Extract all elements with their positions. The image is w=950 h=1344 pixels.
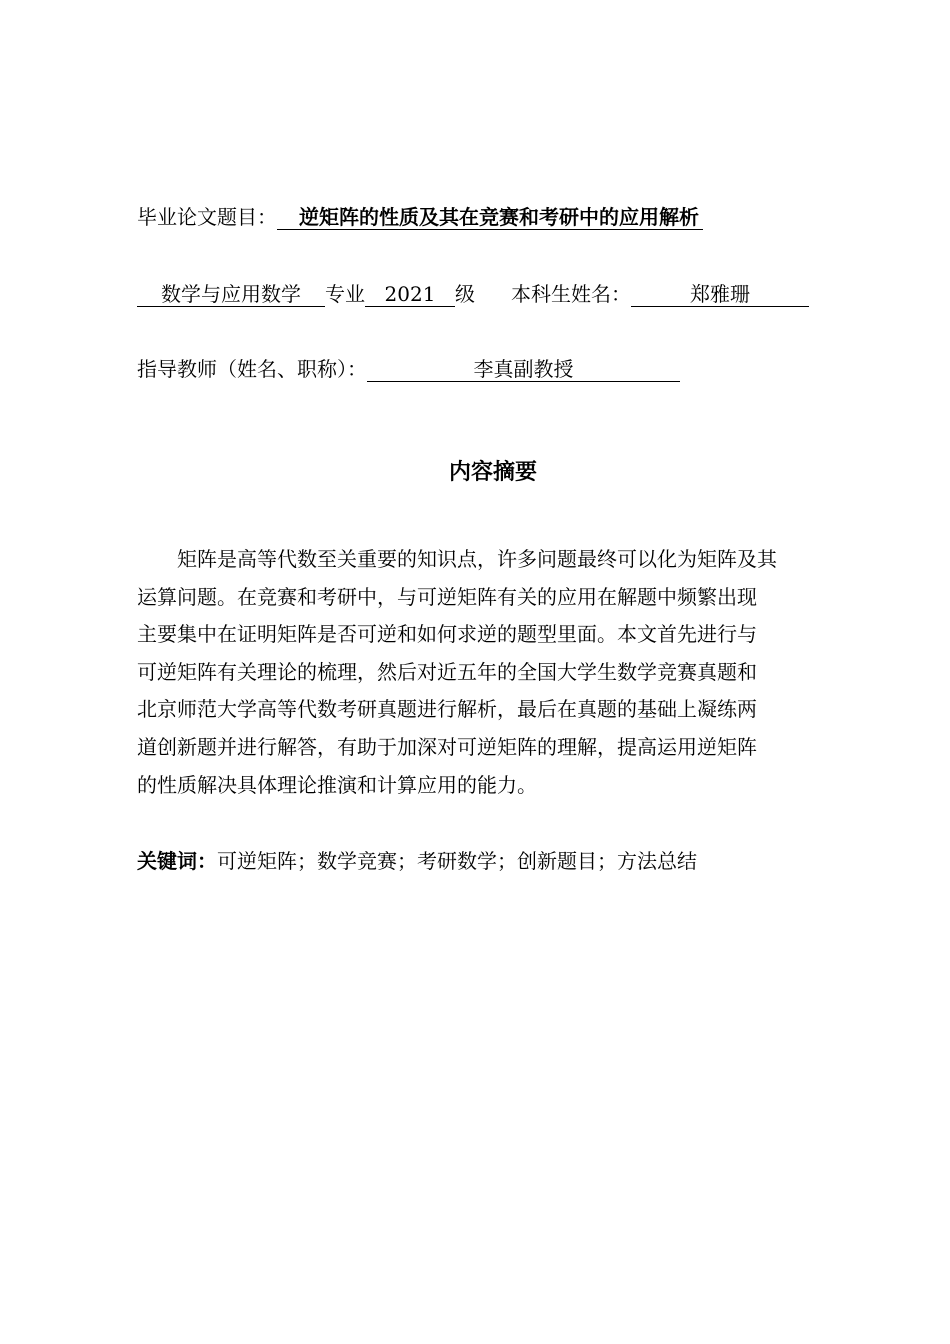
thesis-title-label: 毕业论文题目： [137,205,277,229]
abstract-line: 的性质解决具体理论推演和计算应用的能力。 [137,772,537,797]
advisor-value: 李真副教授 [367,357,680,382]
thesis-title-line [137,203,703,231]
abstract-line: 主要集中在证明矩阵是否可逆和如何求逆的题型里面。本文首先进行与 [137,622,757,647]
abstract-line: 运算问题。在竞赛和考研中，与可逆矩阵有关的应用在解题中频繁出现 [137,584,757,609]
keywords-value: 可逆矩阵；数学竞赛；考研数学；创新题目；方法总结 [217,849,697,873]
keywords-line [137,847,697,875]
thesis-title-value: 逆矩阵的性质及其在竞赛和考研中的应用解析 [277,205,703,230]
abstract-body [137,541,851,804]
year-value: 2021 [365,282,455,307]
major-suffix: 专业 [325,282,365,306]
student-info-line [137,280,809,308]
year-suffix: 级 [455,282,475,306]
abstract-line: 可逆矩阵有关理论的梳理，然后对近五年的全国大学生数学竞赛真题和 [137,659,757,684]
abstract-line: 矩阵是高等代数至关重要的知识点，许多问题最终可以化为矩阵及其 [137,547,777,571]
advisor-line [137,355,680,383]
abstract-line: 北京师范大学高等代数考研真题进行解析，最后在真题的基础上凝练两 [137,697,757,722]
advisor-label: 指导教师（姓名、职称）： [137,357,367,381]
keywords-label: 关键词： [137,849,217,873]
abstract-line: 道创新题并进行解答，有助于加深对可逆矩阵的理解，提高运用逆矩阵 [137,734,757,759]
abstract-heading: 内容摘要 [448,459,537,485]
major-value: 数学与应用数学 [137,282,325,307]
student-name-label: 本科生姓名： [511,282,631,306]
student-name-value: 郑雅珊 [631,282,809,307]
